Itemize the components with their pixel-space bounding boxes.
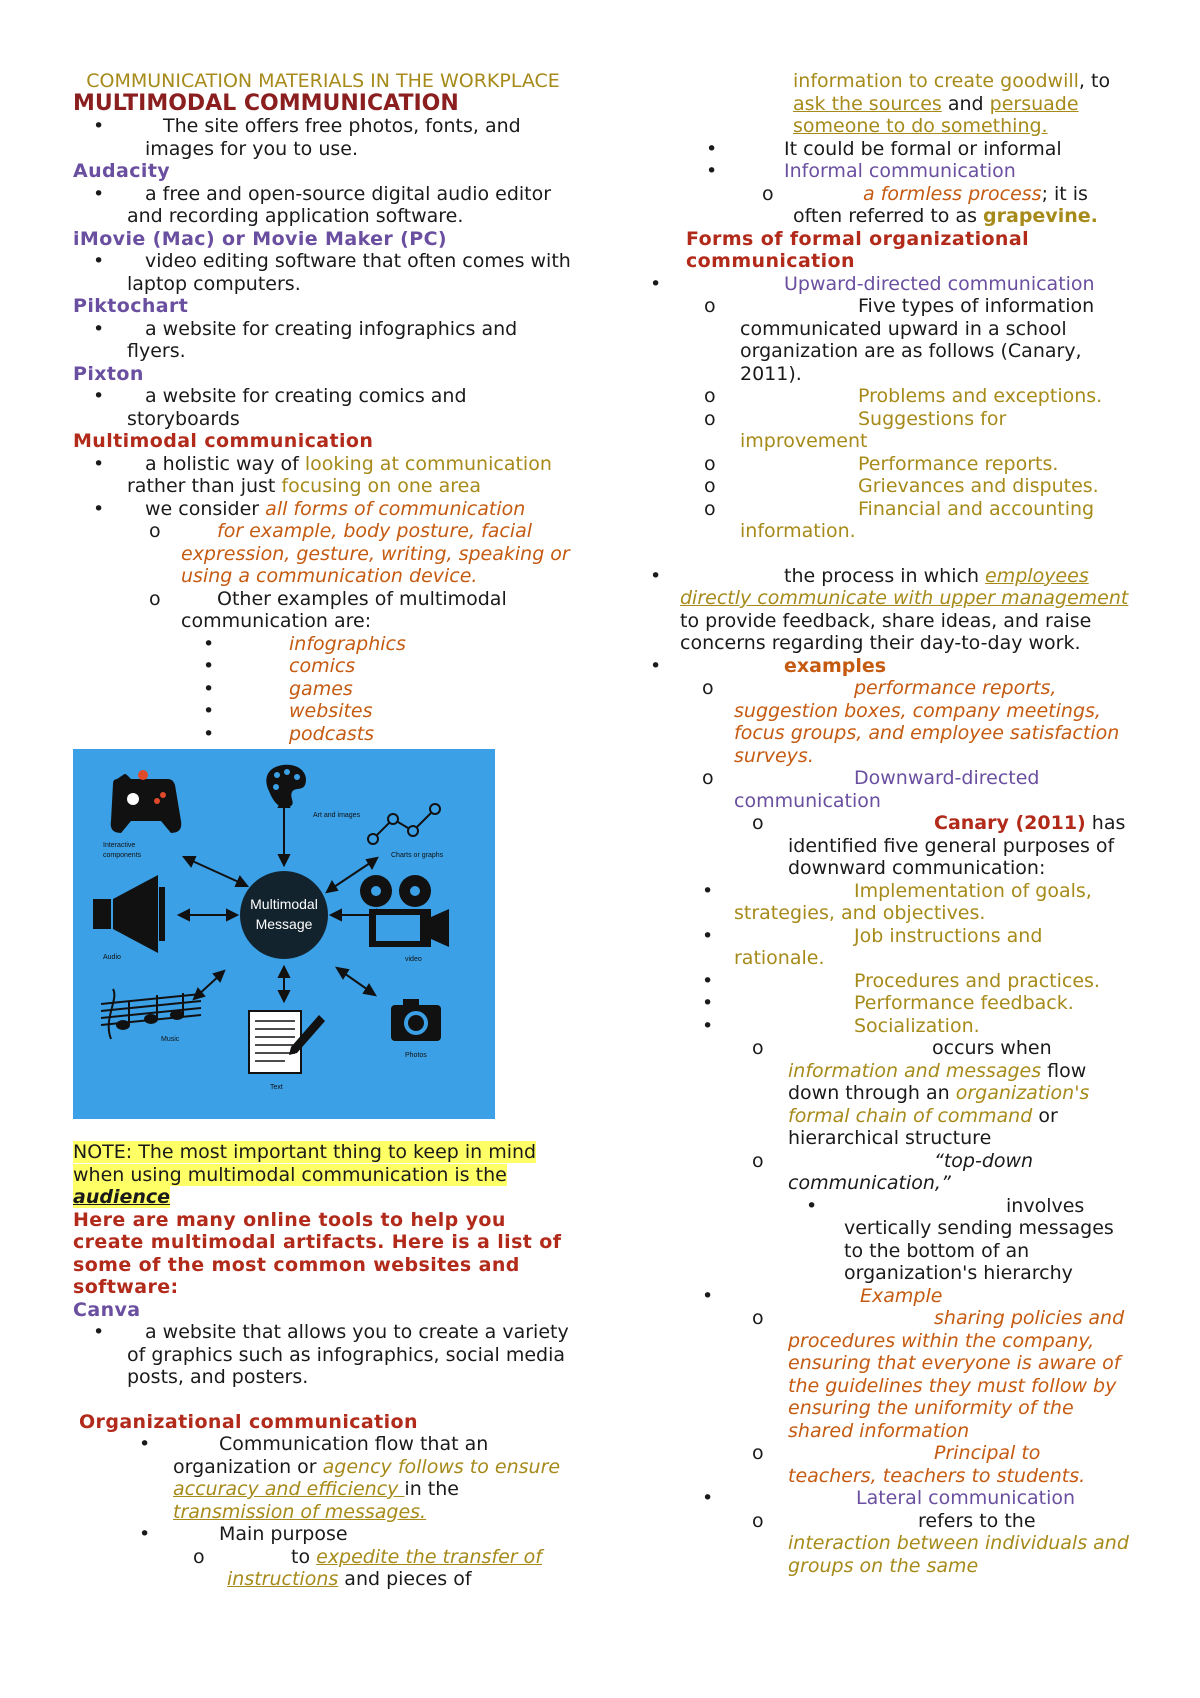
bullet-marker: • xyxy=(650,272,662,295)
bullet-marker: • xyxy=(706,137,718,160)
example-item: games xyxy=(289,677,353,700)
list-item xyxy=(73,678,573,701)
topdown-text: “top-down communication,” xyxy=(788,1149,1034,1194)
list-item xyxy=(640,475,1130,498)
list-item xyxy=(73,453,573,498)
bullet-marker: • xyxy=(702,992,714,1014)
circle-marker: o xyxy=(704,475,716,497)
bullet-marker: • xyxy=(806,1194,818,1217)
list-item xyxy=(73,1523,573,1546)
bullet-marker: • xyxy=(650,654,662,677)
mmc-b1-text: rather than just xyxy=(127,475,282,497)
tools-heading: Here are many online tools to help you create multimodal artifacts. Here is a list of some of the most common websites and software: xyxy=(73,1208,562,1298)
bullet-marker: • xyxy=(93,1321,105,1343)
mmc-sub1-text: for example, body posture, facial expression, gesture, writing, speaking or using a communication device. xyxy=(181,520,570,587)
org-highlight: transmission of messages. xyxy=(173,1500,427,1523)
list-item xyxy=(640,1285,1130,1308)
note-highlight: NOTE: The most important thing to keep in mind when using multimodal communication is the xyxy=(73,1141,537,1186)
imovie-heading: iMovie (Mac) or Movie Maker (PC) xyxy=(73,227,448,250)
process-text: to provide feedback, share ideas, and raise concerns regarding their day-to-day work. xyxy=(680,609,1092,654)
grapevine-text: grapevine. xyxy=(983,205,1098,227)
left-column xyxy=(73,70,573,1591)
interactive-label: components xyxy=(103,852,142,859)
pixton-heading: Pixton xyxy=(73,362,144,385)
bullet-marker: • xyxy=(93,250,105,272)
mmc-b2-highlight: all forms of communication xyxy=(265,497,526,520)
list-item xyxy=(73,700,573,723)
list-item xyxy=(640,1510,1130,1578)
list-item xyxy=(640,408,1130,453)
spacer xyxy=(73,1119,573,1141)
org-text: Communication flow that an organization or xyxy=(173,1433,489,1478)
list-item xyxy=(640,767,1130,812)
bullet-marker: • xyxy=(203,700,215,722)
mmc-b1-text: a holistic way of xyxy=(145,452,305,475)
note-text xyxy=(73,1141,573,1209)
circle-marker: o xyxy=(752,812,764,834)
list-item xyxy=(73,1321,573,1389)
upward-heading: Upward-directed communication xyxy=(784,272,1095,295)
org-sub-text: and pieces of xyxy=(338,1568,472,1590)
list-item xyxy=(640,812,1130,880)
occurs-highlight: organization's formal chain of command xyxy=(788,1082,1090,1127)
purpose-item: Procedures and practices. xyxy=(854,969,1100,992)
list-item xyxy=(640,880,1130,925)
list-item xyxy=(640,295,1130,385)
process-highlight: employees directly communicate with upper management xyxy=(680,564,1129,609)
lateral-heading: Lateral communication xyxy=(856,1487,1076,1509)
multimodal-heading: MULTIMODAL COMMUNICATION xyxy=(73,90,459,116)
charts-label: Charts or graphs xyxy=(391,852,444,859)
circle-marker: o xyxy=(193,1545,205,1568)
megaphone-icon xyxy=(93,875,165,953)
gamepad-icon xyxy=(111,770,182,833)
list-item xyxy=(640,273,1130,296)
center-label: Multimodal xyxy=(250,896,318,912)
informal-text: ; it is often referred to as xyxy=(793,182,1088,227)
five-types-text: Five types of information communicated upward in a school organization are as follows (Canary, 2011). xyxy=(740,295,1095,385)
list-item xyxy=(640,925,1130,970)
org-text: in the xyxy=(404,1478,459,1500)
list-item xyxy=(73,520,573,588)
list-item xyxy=(73,498,573,521)
list-item xyxy=(640,1015,1130,1038)
circle-marker: o xyxy=(702,677,714,699)
examples-heading: examples xyxy=(784,654,887,677)
list-item xyxy=(640,1037,1130,1150)
org-main-purpose: Main purpose xyxy=(219,1523,348,1545)
bullet-marker: • xyxy=(203,722,215,745)
bullet-marker: • xyxy=(203,655,215,677)
canary-text: has identified five general purposes of downward communication: xyxy=(788,812,1126,879)
document-icon xyxy=(249,1011,325,1073)
circle-marker: o xyxy=(704,452,716,475)
list-item xyxy=(73,115,573,160)
bullet-marker: • xyxy=(702,924,714,947)
multimodal-diagram xyxy=(73,749,495,1119)
audacity-text: a free and open-source digital audio editor and recording application software. xyxy=(127,182,552,227)
note-audience: audience xyxy=(73,1186,171,1208)
piktochart-heading: Piktochart xyxy=(73,295,189,317)
bullet-marker: • xyxy=(139,1523,151,1545)
org-sub-highlight: expedite the transfer of instructions xyxy=(227,1545,542,1590)
bullet-marker: • xyxy=(93,452,105,475)
audacity-heading: Audacity xyxy=(73,160,171,182)
document-title: COMMUNICATION MATERIALS IN THE WORKPLACE xyxy=(86,70,560,92)
list-item xyxy=(640,160,1130,183)
list-item xyxy=(73,723,573,746)
cont-highlight: information to create goodwill xyxy=(793,70,1079,92)
circle-marker: o xyxy=(752,1509,764,1532)
occurs-highlight: information and messages xyxy=(788,1059,1042,1082)
example-item: websites xyxy=(289,700,373,722)
example-item: comics xyxy=(289,655,356,677)
cont-highlight: persuade someone to do something. xyxy=(793,92,1079,137)
right-column xyxy=(640,70,1130,1577)
list-item xyxy=(73,1433,573,1523)
text-label: Text xyxy=(270,1084,283,1091)
spacer xyxy=(640,543,1130,565)
examples-text: performance reports, suggestion boxes, company meetings, focus groups, and employee satisfaction surveys. xyxy=(734,677,1120,767)
circle-marker: o xyxy=(752,1037,764,1059)
canva-text: a website that allows you to create a variety of graphics such as infographics, social media posts, and posters. xyxy=(127,1321,569,1388)
center-circle xyxy=(240,871,328,959)
chart-line-icon xyxy=(368,804,440,844)
bullet-marker: • xyxy=(702,879,714,902)
list-item xyxy=(640,655,1130,678)
purpose-item: Socialization. xyxy=(854,1014,980,1037)
art-label: Art and images xyxy=(313,812,361,819)
example-text: sharing policies and procedures within the company, ensuring that everyone is aware of the guidelines they must follow by ensuring the uniformity of the shared information xyxy=(788,1307,1125,1442)
multimodal-communication-heading: Multimodal communication xyxy=(73,430,374,452)
circle-marker: o xyxy=(752,1149,764,1172)
circle-marker: o xyxy=(704,407,716,430)
circle-marker: o xyxy=(704,497,716,520)
purpose-item: Performance feedback. xyxy=(854,992,1074,1014)
music-label: Music xyxy=(161,1036,180,1043)
bullet-marker: • xyxy=(702,1487,714,1509)
cont-highlight: ask the sources xyxy=(793,92,942,115)
occurs-text: flow down through an xyxy=(788,1059,1087,1104)
center-label: Message xyxy=(255,916,313,932)
list-item xyxy=(73,250,573,295)
type-item: Suggestions for improvement xyxy=(740,407,1007,452)
bullet-marker: • xyxy=(93,385,105,407)
example-item: podcasts xyxy=(289,722,375,745)
list-item xyxy=(640,1150,1130,1195)
org-highlight: agency follows to ensure xyxy=(322,1455,561,1478)
video-camera-icon xyxy=(360,875,449,947)
org-sub-text: to xyxy=(291,1545,317,1568)
canary-citation: Canary (2011) xyxy=(934,812,1086,834)
bullet-marker: • xyxy=(702,969,714,992)
list-item xyxy=(640,970,1130,993)
bullet-marker: • xyxy=(93,115,105,137)
list-item xyxy=(73,1546,573,1591)
continued-text xyxy=(640,70,1130,138)
example-item: infographics xyxy=(289,632,406,655)
intro-bullet-text: The site offers free photos, fonts, and images for you to use. xyxy=(145,115,521,160)
org-highlight: accuracy and efficiency xyxy=(173,1478,405,1500)
bullet-marker: • xyxy=(139,1433,151,1455)
principal-text: Principal to teachers, teachers to students. xyxy=(788,1442,1086,1487)
example-heading: Example xyxy=(860,1284,943,1307)
forms-heading: Forms of formal organizational communication xyxy=(686,227,1029,272)
cont-text: , to xyxy=(1078,70,1111,92)
bullet-marker: • xyxy=(203,677,215,700)
audio-label: Audio xyxy=(103,954,121,961)
palette-icon xyxy=(266,765,306,808)
interactive-label: Interactive xyxy=(103,842,136,849)
circle-marker: o xyxy=(149,520,161,542)
list-item xyxy=(640,565,1130,655)
list-item xyxy=(640,1487,1130,1510)
list-item xyxy=(73,385,573,430)
bullet-marker: • xyxy=(706,160,718,182)
pixton-text: a website for creating comics and storyboards xyxy=(127,385,467,430)
list-item xyxy=(640,1442,1130,1487)
type-item: Grievances and disputes. xyxy=(858,475,1099,497)
list-item xyxy=(73,633,573,656)
spacer xyxy=(73,1389,573,1411)
bullet-marker: • xyxy=(93,182,105,205)
list-item xyxy=(640,1195,1130,1285)
canva-heading: Canva xyxy=(73,1298,141,1321)
refers-highlight: interaction between individuals and groups on the same xyxy=(788,1532,1129,1577)
list-item xyxy=(73,655,573,678)
mmc-b2-text: we consider xyxy=(145,497,266,520)
occurs-text: or hierarchical structure xyxy=(788,1104,1058,1149)
bullet-marker: • xyxy=(650,564,662,587)
circle-marker: o xyxy=(702,767,714,789)
mmc-b1-highlight: looking at communication xyxy=(304,452,552,475)
refers-text: refers to the xyxy=(918,1509,1036,1532)
multimodal-message-figure xyxy=(73,749,495,1119)
downward-heading: Downward-directed communication xyxy=(734,767,1040,812)
list-item xyxy=(640,992,1130,1015)
type-item: Problems and exceptions. xyxy=(858,385,1103,407)
mmc-b1-highlight: focusing on one area xyxy=(281,475,482,497)
occurs-text: occurs when xyxy=(932,1037,1052,1059)
type-item: Financial and accounting information. xyxy=(740,497,1095,542)
purpose-item: Job instructions and rationale. xyxy=(734,924,1043,969)
formal-informal-text: It could be formal or informal xyxy=(784,137,1062,160)
circle-marker: o xyxy=(149,587,161,610)
purpose-item: Implementation of goals, strategies, and objectives. xyxy=(734,879,1092,924)
list-item xyxy=(640,385,1130,408)
list-item xyxy=(640,138,1130,161)
list-item xyxy=(640,677,1130,767)
mmc-sub2-text: Other examples of multimodal communication are: xyxy=(181,587,507,632)
circle-marker: o xyxy=(704,295,716,317)
bullet-marker: • xyxy=(93,317,105,340)
list-item xyxy=(73,318,573,363)
circle-marker: o xyxy=(752,1442,764,1464)
informal-heading: Informal communication xyxy=(784,160,1016,182)
bullet-marker: • xyxy=(702,1014,714,1037)
imovie-text: video editing software that often comes with laptop computers. xyxy=(127,250,571,295)
circle-marker: o xyxy=(762,182,774,205)
bullet-marker: • xyxy=(702,1284,714,1307)
list-item xyxy=(73,183,573,228)
list-item xyxy=(640,183,1130,228)
circle-marker: o xyxy=(752,1307,764,1329)
list-item xyxy=(640,1307,1130,1442)
list-item xyxy=(640,453,1130,476)
circle-marker: o xyxy=(704,385,716,407)
music-notes-icon xyxy=(101,989,201,1039)
photos-label: Photos xyxy=(405,1052,427,1059)
bullet-marker: • xyxy=(203,632,215,655)
video-label: video xyxy=(405,956,422,963)
process-text: the process in which xyxy=(784,564,986,587)
list-item xyxy=(73,588,573,633)
list-item xyxy=(640,498,1130,543)
org-heading: Organizational communication xyxy=(79,1410,418,1433)
cont-text: and xyxy=(941,92,990,115)
bullet-marker: • xyxy=(93,497,105,520)
informal-highlight: a formless process xyxy=(863,182,1042,205)
photo-camera-icon xyxy=(391,999,441,1041)
type-item: Performance reports. xyxy=(858,452,1059,475)
piktochart-text: a website for creating infographics and flyers. xyxy=(127,317,518,362)
involves-text: involves vertically sending messages to the bottom of an organization's hierarchy xyxy=(844,1194,1114,1284)
